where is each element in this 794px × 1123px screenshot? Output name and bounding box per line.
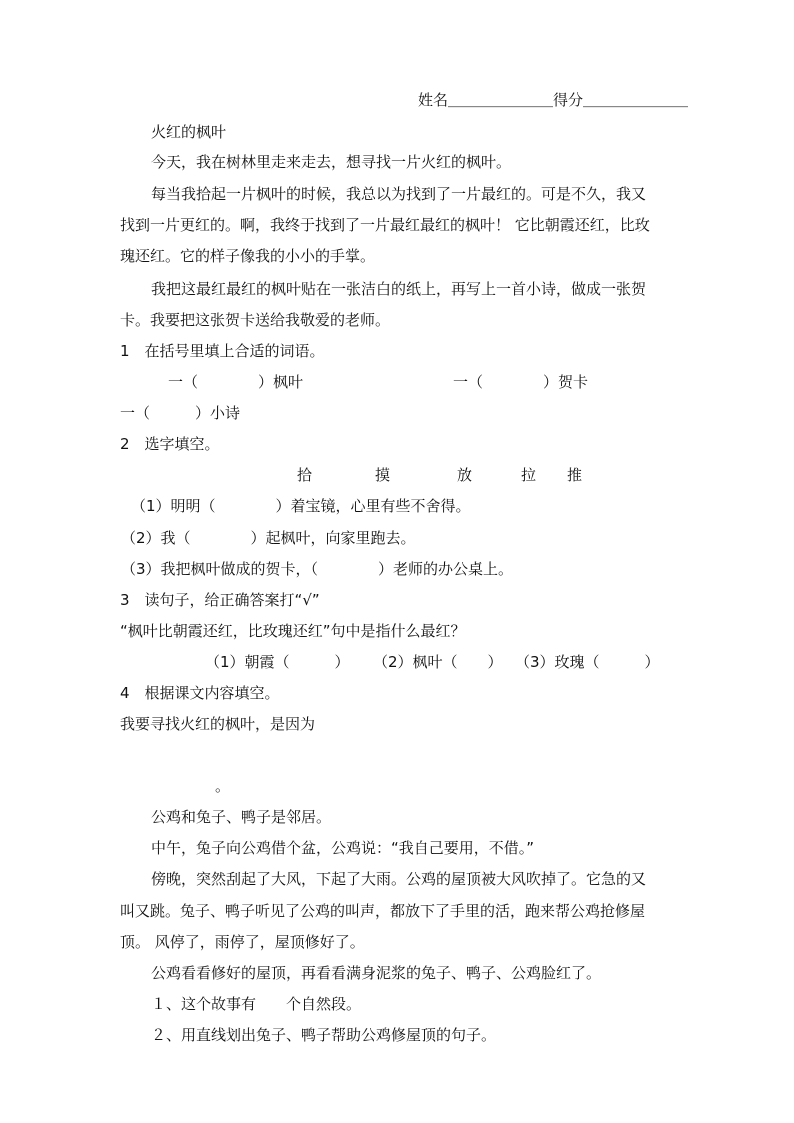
passage2-paragraph-2: 中午，兔子向公鸡借个盆，公鸡说：“我自己要用，不借。”: [151, 839, 535, 857]
passage2-paragraph-1: 公鸡和兔子、鸭子是邻居。: [151, 808, 332, 826]
question-4-title: 4 根据课文内容填空。: [120, 684, 280, 702]
option-char: 拾: [297, 466, 313, 484]
passage2-paragraph-4: 公鸡看看修好的屋顶，再看看满身泥浆的兔子、鸭子、公鸡脸红了。: [151, 964, 602, 982]
question-4-end-mark: 。: [215, 777, 231, 795]
passage1-paragraph-2-line-1: 每当我拾起一片枫叶的时候，我总以为找到了一片最红的。可是不久，我又: [151, 185, 647, 203]
passage1-paragraph-3-line-2: 卡。我要把这张贺卡送给我敬爱的老师。: [120, 311, 391, 329]
passage1-paragraph-2-line-2: 找到一片更红的。啊，我终于找到了一片最红最红的枫叶！ 它比朝霞还红，比玫: [120, 216, 650, 234]
passage1-paragraph-1: 今天，我在树林里走来走去，想寻找一片火红的枫叶。: [151, 153, 512, 171]
question-2-sentence-2: （2）我（ ）起枫叶，向家里跑去。: [121, 529, 416, 547]
question-1-blank-b: 一（ ）贺卡: [453, 373, 589, 391]
question-3-question: “枫叶比朝霞还红，比玫瑰还红”句中是指什么最红？: [120, 622, 466, 640]
passage2-paragraph-3-line-1: 傍晚，突然刮起了大风，下起了大雨。公鸡的屋顶被大风吹掉了。它急的又: [151, 870, 647, 888]
question-1-blank-a: 一（ ）枫叶: [168, 373, 304, 391]
question-2-sentence-3: （3）我把枫叶做成的贺卡，（ ）老师的办公桌上。: [121, 560, 514, 578]
question-1-title: 1 在括号里填上合适的词语。: [120, 342, 325, 360]
question-3-title: 3 读句子，给正确答案打“√”: [120, 591, 320, 609]
option-char: 推: [567, 466, 583, 484]
question-4-prompt: 我要寻找火红的枫叶，是因为: [120, 715, 316, 733]
question-3-option-3: （3）玫瑰（ ）: [515, 653, 660, 671]
passage2-paragraph-3-line-2: 叫又跳。兔子、鸭子听见了公鸡的叫声，都放下了手里的活，跑来帮公鸡抢修屋: [120, 902, 646, 920]
passage-title: 火红的枫叶: [151, 123, 227, 141]
passage2-question-2: ２、用直线划出兔子、鸭子帮助公鸡修屋顶的句子。: [151, 1026, 497, 1044]
question-2-title: 2 选字填空。: [120, 435, 220, 453]
option-char: 放: [457, 466, 473, 484]
option-char: 摸: [375, 466, 391, 484]
name-score-line: 姓名＿＿＿＿＿＿＿得分＿＿＿＿＿＿＿: [418, 91, 689, 109]
option-char: 拉: [521, 466, 537, 484]
question-2-sentence-1: （1）明明（ ）着宝镜，心里有些不舍得。: [131, 497, 471, 515]
question-1-blank-c: 一（ ）小诗: [120, 404, 241, 422]
passage2-question-1: １、这个故事有 个自然段。: [151, 995, 362, 1013]
passage1-paragraph-2-line-3: 瑰还红。它的样子像我的小小的手掌。: [120, 247, 376, 265]
passage1-paragraph-3-line-1: 我把这最红最红的枫叶贴在一张洁白的纸上，再写上一首小诗，做成一张贺: [151, 280, 647, 298]
question-3-option-2: （2）枫叶（ ）: [373, 653, 503, 671]
passage2-paragraph-3-line-3: 顶。 风停了，雨停了，屋顶修好了。: [120, 933, 365, 951]
question-3-option-1: （1）朝霞（ ）: [205, 653, 350, 671]
